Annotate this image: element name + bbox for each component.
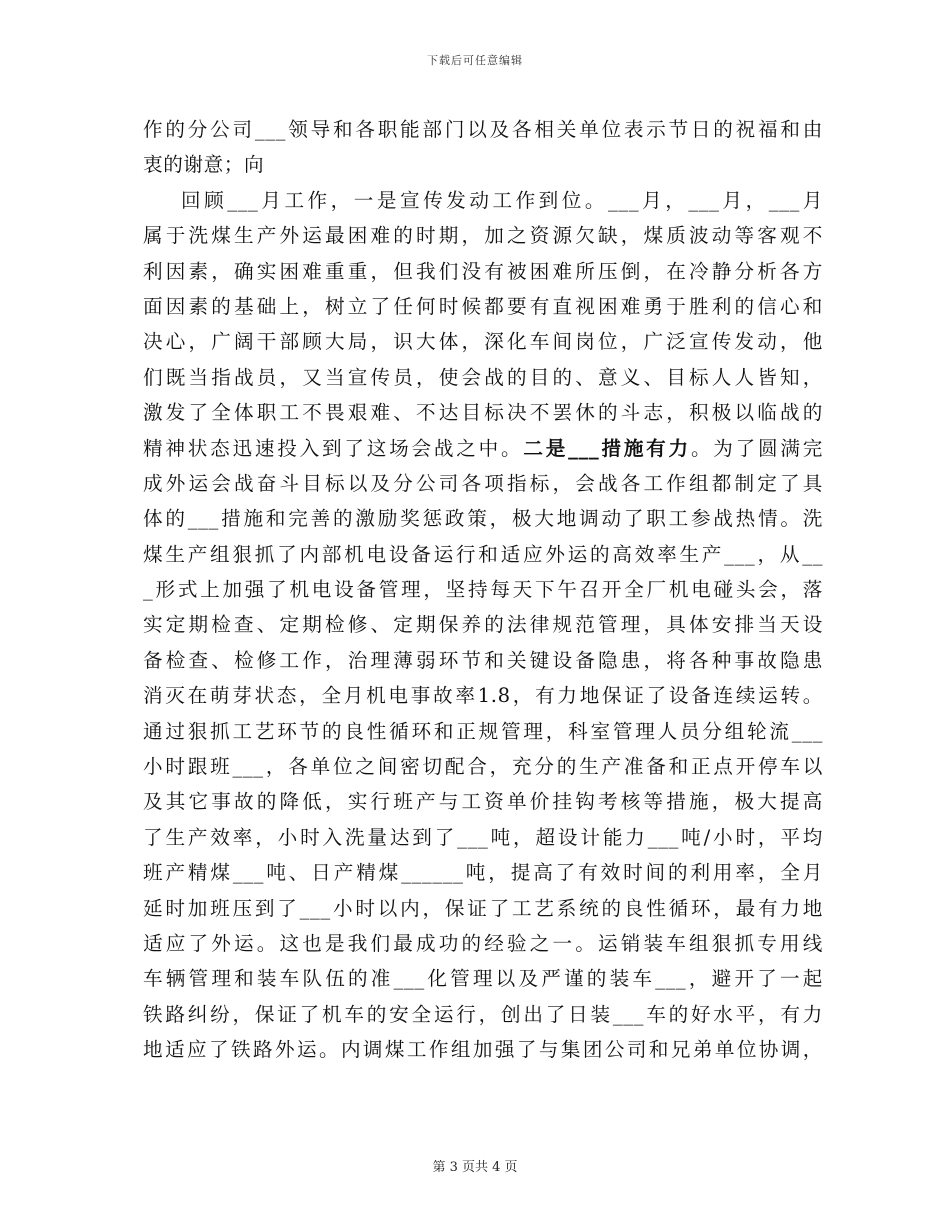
text-line: 作的分公司___领导和各职能部门以及各相关单位表示节日的祝福和由: [143, 118, 823, 141]
text-line: 班产精煤___吨、日产精煤______吨，提高了有效时间的利用率，全月: [143, 861, 823, 885]
text-line: 面因素的基础上，树立了任何时候都要有直视困难勇于胜利的信心和: [143, 294, 823, 318]
text-line: 备检查、检修工作，治理薄弱环节和关键设备隐患，将各种事故隐患: [143, 648, 823, 672]
text-line: 成外运会战奋斗目标以及分公司各项指标，会战各工作组都制定了具: [143, 471, 823, 495]
line-text: 精神状态迅速投入到了这场会战之中。: [143, 436, 524, 460]
text-line: 小时跟班___，各单位之间密切配合，充分的生产准备和正点开停车以: [143, 755, 823, 779]
text-line: 决心，广阔干部顾大局，识大体，深化车间岗位，广泛宣传发动，他: [143, 330, 823, 354]
text-line: 地适应了铁路外运。内调煤工作组加强了与集团公司和兄弟单位协调，: [143, 1038, 823, 1062]
text-line: 属于洗煤生产外运最困难的时期，加之资源欠缺，煤质波动等客观不: [143, 224, 823, 248]
page-header: 下载后可任意编辑: [427, 54, 523, 67]
document-body: [143, 112, 823, 1068]
text-line: 车辆管理和装车队伍的准___化管理以及严谨的装车___，避开了一起: [143, 967, 823, 991]
paragraph-start-line: 回顾___月工作，一是宣传发动工作到位。___月，___月，___月: [181, 188, 823, 212]
text-line: 衷的谢意；向: [143, 153, 265, 177]
bold-heading: 二是___措施有力: [523, 436, 691, 460]
text-line: 消灭在萌芽状态，全月机电事故率1.8，有力地保证了设备连续运转。: [143, 684, 823, 708]
text-line: 实定期检查、定期检修、定期保养的法律规范管理，具体安排当天设: [143, 613, 823, 637]
text-line: 及其它事故的降低，实行班产与工资单价挂钩考核等措施，极大提高: [143, 790, 823, 814]
text-line-with-bold: [143, 431, 823, 466]
text-line: 们既当指战员，又当宣传员，使会战的目的、意义、目标人人皆知，: [143, 365, 823, 389]
text-line: 利因素，确实困难重重，但我们没有被困难所压倒，在冷静分析各方: [143, 259, 823, 283]
page-number-footer: 第 3 页共 4 页: [432, 1160, 518, 1175]
text-line: 体的___措施和完善的激励奖惩政策，极大地调动了职工参战热情。洗: [143, 507, 823, 531]
text-line: 通过狠抓工艺环节的良性循环和正规管理，科室管理人员分组轮流___: [143, 719, 823, 743]
line-text: 。为了圆满完: [690, 436, 823, 460]
text-line: 铁路纠纷，保证了机车的安全运行，创出了日装___车的好水平，有力: [143, 1002, 823, 1026]
text-line: 延时加班压到了___小时以内，保证了工艺系统的良性循环，最有力地: [143, 896, 823, 920]
text-line: 煤生产组狠抓了内部机电设备运行和适应外运的高效率生产___，从__: [143, 542, 823, 566]
text-line: 了生产效率，小时入洗量达到了___吨，超设计能力___吨/小时，平均: [143, 825, 823, 849]
text-line: 激发了全体职工不畏艰难、不达目标决不罢休的斗志，积极以临战的: [143, 401, 823, 425]
text-line: _形式上加强了机电设备管理，坚持每天下午召开全厂机电碰头会，落: [143, 578, 823, 602]
text-line: 适应了外运。这也是我们最成功的经验之一。运销装车组狠抓专用线: [143, 931, 823, 955]
